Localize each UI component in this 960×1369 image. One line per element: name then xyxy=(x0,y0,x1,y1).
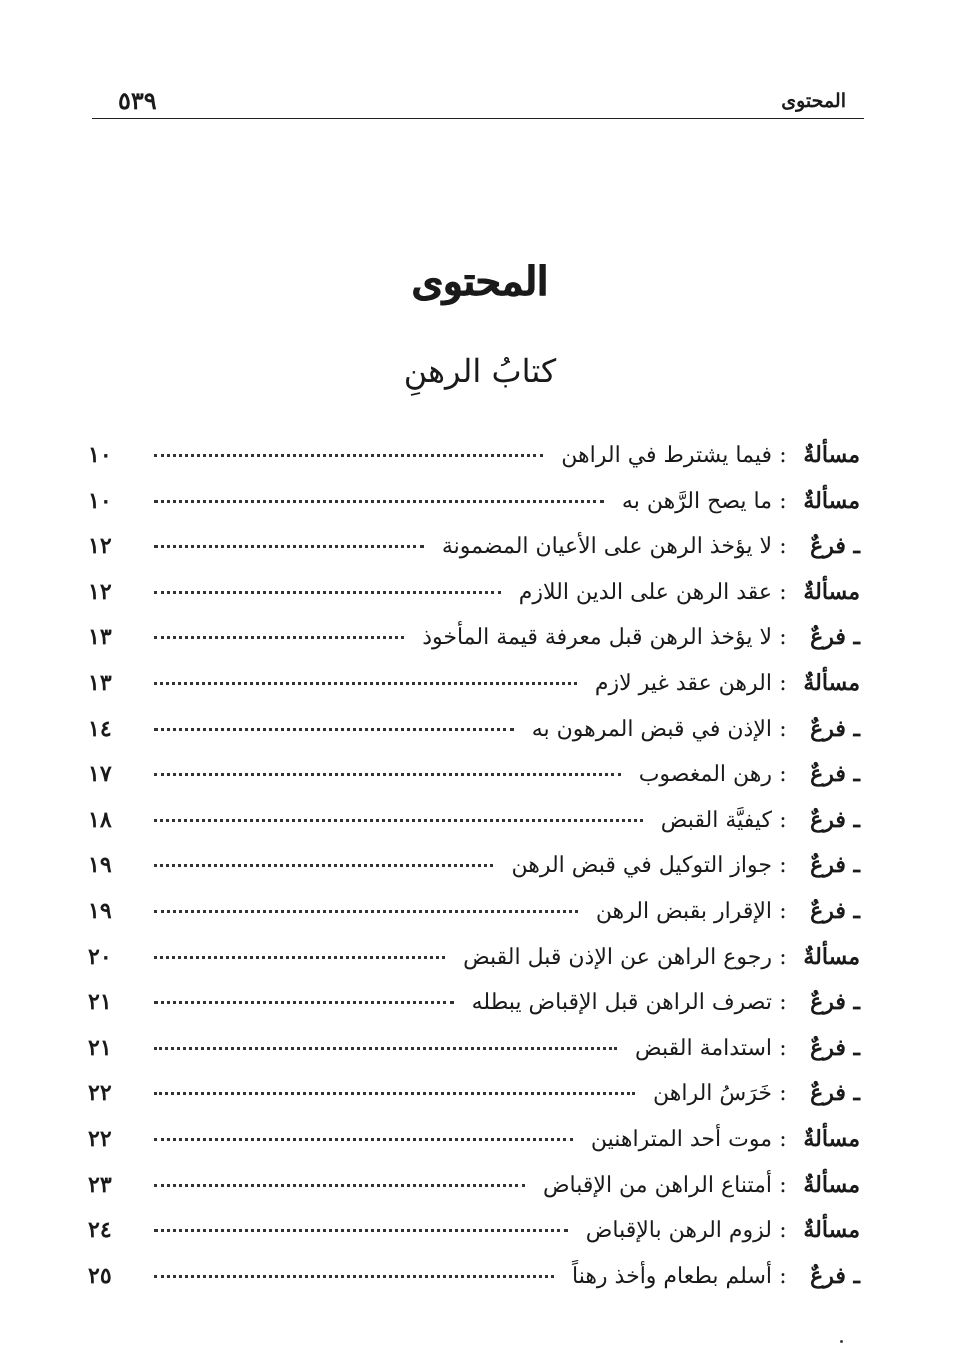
entry-page: ١٠ xyxy=(88,487,112,514)
entry-kind: مسألةٌ xyxy=(803,1125,860,1152)
entry-kind: ـ فرعٌ xyxy=(810,624,860,651)
entry-title: لا يؤخذ الرهن قبل معرفة قيمة المأخوذ xyxy=(422,625,772,651)
dot-leader xyxy=(154,727,514,731)
entry-page: ١٩ xyxy=(88,897,112,924)
entry-kind: ـ فرعٌ xyxy=(810,1262,860,1289)
dot-leader xyxy=(154,499,604,503)
toc-entry[interactable] xyxy=(88,670,860,716)
entry-title: خَرَسُ الراهن xyxy=(652,1081,772,1107)
print-speck xyxy=(840,1340,843,1343)
dot-leader xyxy=(154,544,424,548)
entry-page: ٢٢ xyxy=(88,1080,112,1107)
running-header-title: المحتوى xyxy=(781,90,846,112)
entry-title: موت أحد المتراهنين xyxy=(590,1126,772,1152)
dot-leader xyxy=(154,1137,573,1141)
entry-title: استدامة القبض xyxy=(635,1035,772,1061)
entry-colon: : xyxy=(779,625,787,651)
entry-kind: مسألةٌ xyxy=(803,669,860,696)
entry-title: أمتناع الراهن من الإقباض xyxy=(542,1172,772,1198)
entry-colon: : xyxy=(779,1126,787,1152)
dot-leader xyxy=(154,1183,525,1187)
entry-page: ١٤ xyxy=(88,715,112,742)
entry-page: ١٢ xyxy=(88,533,112,560)
entry-page: ١٠ xyxy=(88,442,112,468)
entry-page: ١٨ xyxy=(88,806,112,833)
page-number: ٥٣٩ xyxy=(118,86,157,115)
entry-title: الإقرار بقبض الرهن xyxy=(595,898,772,924)
dot-leader xyxy=(154,863,493,867)
entry-page: ٢١ xyxy=(88,1034,112,1061)
entry-page: ٢٥ xyxy=(88,1262,112,1289)
toc-entry[interactable] xyxy=(88,579,860,625)
entry-page: ٢٤ xyxy=(88,1217,112,1244)
toc-entry[interactable] xyxy=(88,716,860,762)
dot-leader xyxy=(154,818,643,822)
entry-colon: : xyxy=(779,534,787,560)
entry-kind: مسألةٌ xyxy=(803,943,860,970)
entry-title: رجوع الراهن عن الإذن قبل القبض xyxy=(463,944,772,970)
toc-entry[interactable] xyxy=(88,1126,860,1172)
entry-colon: : xyxy=(779,670,787,696)
dot-leader xyxy=(154,453,543,457)
entry-kind: مسألةٌ xyxy=(803,1217,860,1244)
entry-title: فيما يشترط في الراهن xyxy=(561,443,772,468)
dot-leader xyxy=(154,1274,554,1278)
toc-entry[interactable] xyxy=(88,488,860,534)
entry-kind: مسألةٌ xyxy=(803,1171,860,1198)
entry-kind: ـ فرعٌ xyxy=(810,1080,860,1107)
entry-title: ما يصح الرَّهن به xyxy=(621,488,772,514)
entry-kind: ـ فرعٌ xyxy=(810,989,860,1016)
toc-entry[interactable] xyxy=(88,1035,860,1081)
entry-kind: ـ فرعٌ xyxy=(810,806,860,833)
entry-colon: : xyxy=(779,1218,787,1244)
entry-page: ٢٣ xyxy=(88,1171,112,1198)
toc-entry[interactable] xyxy=(88,1080,860,1126)
entry-kind: مسألةٌ xyxy=(803,578,860,605)
entry-page: ١٣ xyxy=(88,669,112,696)
toc-entry[interactable] xyxy=(88,807,860,853)
toc-entry[interactable] xyxy=(88,1217,860,1263)
entry-title: لا يؤخذ الرهن على الأعيان المضمونة xyxy=(441,534,772,560)
dot-leader xyxy=(154,909,578,913)
entry-kind: مسألةٌ xyxy=(803,442,860,468)
entry-page: ٢٠ xyxy=(88,943,112,970)
toc-entry[interactable] xyxy=(88,989,860,1035)
book-subtitle: كتابُ الرهنِ xyxy=(403,352,557,390)
toc-entry[interactable] xyxy=(88,898,860,944)
page-title: المحتوى xyxy=(411,258,549,305)
entry-title: أسلم بطعام وأخذ رهناً xyxy=(571,1263,772,1289)
entry-colon: : xyxy=(779,1263,787,1289)
entry-title: جواز التوكيل في قبض الرهن xyxy=(511,853,772,879)
entry-kind: ـ فرعٌ xyxy=(810,897,860,924)
entry-page: ٢٢ xyxy=(88,1125,112,1152)
entry-kind: ـ فرعٌ xyxy=(810,852,860,879)
toc-entry[interactable] xyxy=(88,944,860,990)
entry-colon: : xyxy=(779,579,787,605)
dot-leader xyxy=(154,955,445,959)
dot-leader xyxy=(154,1000,454,1004)
dot-leader xyxy=(154,635,404,639)
running-header xyxy=(92,84,864,119)
entry-colon: : xyxy=(779,898,787,924)
entry-page: ١٧ xyxy=(88,761,112,788)
entry-title: عقد الرهن على الدين اللازم xyxy=(518,579,772,605)
entry-kind: ـ فرعٌ xyxy=(810,533,860,560)
entry-kind: مسألةٌ xyxy=(803,487,860,514)
dot-leader xyxy=(154,1228,568,1232)
toc-entry[interactable] xyxy=(88,442,860,488)
dot-leader xyxy=(154,772,621,776)
entry-page: ١٢ xyxy=(88,578,112,605)
entry-kind: ـ فرعٌ xyxy=(810,715,860,742)
table-of-contents xyxy=(88,442,860,1308)
entry-title: الرهن عقد غير لازم xyxy=(594,670,772,696)
entry-page: ١٣ xyxy=(88,624,112,651)
entry-colon: : xyxy=(779,443,787,468)
entry-title: لزوم الرهن بالإقباض xyxy=(585,1218,772,1244)
entry-title: تصرف الراهن قبل الإقباض يبطله xyxy=(471,990,772,1016)
toc-entry[interactable] xyxy=(88,761,860,807)
entry-title: الإذن في قبض المرهون به xyxy=(531,716,772,742)
entry-colon: : xyxy=(779,944,787,970)
entry-colon: : xyxy=(779,716,787,742)
toc-entry[interactable] xyxy=(88,1172,860,1218)
entry-kind: ـ فرعٌ xyxy=(810,761,860,788)
entry-colon: : xyxy=(779,990,787,1016)
entry-title: كيفيَّة القبض xyxy=(660,807,772,833)
entry-colon: : xyxy=(779,762,787,788)
toc-entry[interactable] xyxy=(88,533,860,579)
dot-leader xyxy=(154,1046,617,1050)
entry-colon: : xyxy=(779,1172,787,1198)
dot-leader xyxy=(154,1091,635,1095)
entry-colon: : xyxy=(779,807,787,833)
toc-entry[interactable] xyxy=(88,852,860,898)
entry-page: ١٩ xyxy=(88,852,112,879)
entry-colon: : xyxy=(779,1035,787,1061)
entry-colon: : xyxy=(779,1081,787,1107)
entry-colon: : xyxy=(779,853,787,879)
dot-leader xyxy=(154,590,501,594)
entry-kind: ـ فرعٌ xyxy=(810,1034,860,1061)
toc-entry[interactable] xyxy=(88,1263,860,1309)
entry-page: ٢١ xyxy=(88,989,112,1016)
toc-entry[interactable] xyxy=(88,624,860,670)
entry-title: رهن المغصوب xyxy=(638,762,772,788)
dot-leader xyxy=(154,681,577,685)
entry-colon: : xyxy=(779,488,787,514)
